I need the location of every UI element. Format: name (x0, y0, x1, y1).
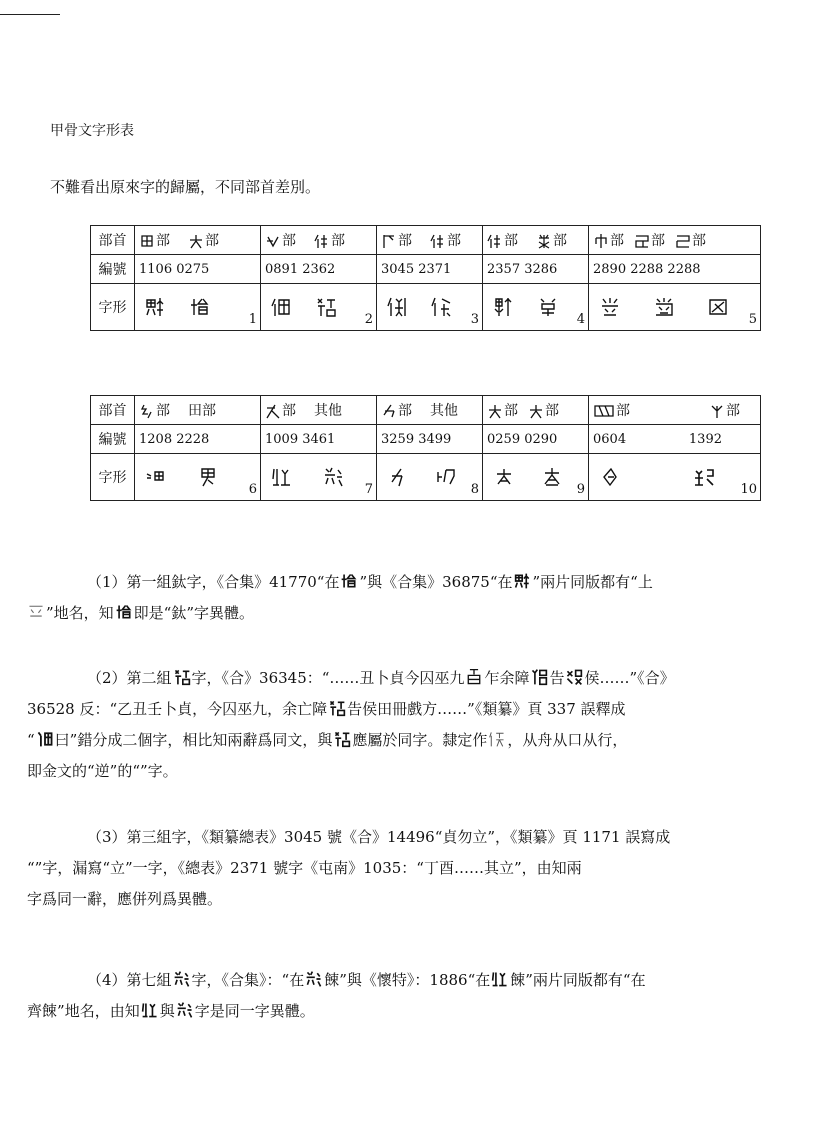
group-10-codes (589, 425, 761, 454)
group-5-radicals (589, 226, 761, 255)
person-glyph-icon (528, 403, 544, 419)
paragraph-4: （4）第七組 字，《合集》：“在 餗”與《懷特》：1886“在 餗”兩片同版都有“在 齊餗”地名，由知 與 字是同一字異體。 (27, 971, 646, 1020)
text: （4）第七組 (87, 971, 172, 989)
text: 乍余障 (484, 669, 530, 687)
group-9-radicals (483, 396, 589, 425)
row-label-radical: 部首 (91, 226, 135, 255)
text: ”的“ (109, 762, 141, 780)
code-b: 1392 (688, 431, 722, 447)
oracle-glyph-icon (173, 668, 191, 686)
group-6-glyphs (135, 454, 261, 501)
text: ”地名，由知 (57, 1002, 140, 1020)
text: 36528 反：“乙丑壬卜貞，今囚巫九 (27, 700, 268, 718)
number-row (91, 255, 761, 284)
oracle-glyph-icon (271, 466, 293, 488)
group-number: 7 (364, 482, 373, 497)
group-5-codes: 2890 2288 2288 (589, 255, 761, 284)
text: 即是“ (133, 604, 172, 622)
rope-glyph-icon (139, 403, 155, 419)
oracle-glyph-icon (493, 296, 515, 318)
glyph-row (91, 284, 761, 331)
group-2-glyphs (261, 284, 377, 331)
oracle-glyph-icon (189, 296, 211, 318)
group-number: 6 (248, 482, 257, 497)
paragraph-3 (27, 822, 802, 915)
oracle-glyph-icon (387, 466, 409, 488)
radical-label: 部 (651, 233, 665, 249)
radical-label: 田部 (188, 403, 216, 419)
oracle-glyph-icon (537, 296, 559, 318)
mouth-glyph-icon (265, 233, 281, 249)
oracle-glyph-icon (328, 699, 346, 717)
glyph-table-1 (90, 225, 761, 331)
grain-glyph-icon (536, 233, 552, 249)
oracle-glyph-icon (27, 603, 45, 621)
radical-row (91, 226, 761, 255)
person-glyph-icon (188, 233, 204, 249)
oracle-glyph-icon (115, 603, 133, 621)
text: 齊 (27, 1002, 43, 1020)
person-glyph-icon (487, 403, 503, 419)
radical-label: 部 (610, 233, 624, 249)
group-2-codes: 0891 2362 (261, 255, 377, 284)
group-1-radicals (135, 226, 261, 255)
code-a: 0604 (593, 431, 627, 447)
text: 字，《合》36345：“……丑卜貞今囚巫九 (191, 669, 465, 687)
radical-row (91, 396, 761, 425)
group-number: 10 (740, 482, 757, 497)
radical-label: 部 (156, 233, 170, 249)
oracle-glyph-icon (141, 1001, 159, 1019)
oracle-glyph-icon (176, 1001, 194, 1019)
radical-label: 部 (398, 233, 412, 249)
text: 告 (549, 669, 565, 687)
text: ，余亡障 (267, 700, 328, 718)
oracle-glyph-icon (145, 466, 167, 488)
oracle-glyph-icon (493, 466, 515, 488)
oracle-glyph-icon (340, 572, 358, 590)
radical-label: 部 (156, 403, 170, 419)
group-7-radicals (261, 396, 377, 425)
group-number: 8 (470, 482, 479, 497)
text: ，从舟从口从行， (507, 731, 628, 749)
text: 字，《合集》：“在 (191, 971, 305, 989)
enter-glyph-icon (265, 403, 281, 419)
net-glyph-icon (593, 403, 615, 419)
group-8-glyphs (377, 454, 483, 501)
oracle-glyph-icon (530, 668, 548, 686)
text: ”字異體。 (186, 604, 255, 622)
bone-glyph-icon (139, 233, 155, 249)
text: ”與《合集》36875“在 (359, 573, 513, 591)
text: “ (27, 731, 35, 749)
group-8-codes: 3259 3499 (377, 425, 483, 454)
text: 曰”錯分成二個字，相比知兩辭爲同文，與 (54, 731, 333, 749)
text: ”，由知兩 (513, 859, 582, 877)
group-10-radicals (589, 396, 761, 425)
oracle-glyph-icon (514, 572, 532, 590)
oracle-glyph-icon (707, 296, 729, 318)
walk-glyph-icon (487, 233, 503, 249)
group-number: 5 (748, 312, 757, 327)
oracle-glyph-icon (599, 466, 621, 488)
oracle-glyph-icon (491, 970, 509, 988)
glyph-row (91, 454, 761, 501)
group-3-codes: 3045 2371 (377, 255, 483, 284)
oracle-glyph-icon (333, 730, 351, 748)
text: 鈦 (171, 573, 187, 591)
group-7-glyphs (261, 454, 377, 501)
text: （3）第三組 (87, 828, 172, 846)
radical-label: 部 (545, 403, 559, 419)
group-2-radicals (261, 226, 377, 255)
oracle-glyph-icon (565, 668, 583, 686)
text: 字爲同一辭，應併列爲異體。 (27, 890, 223, 908)
oracle-glyph-icon (323, 466, 345, 488)
hand-glyph-icon (381, 403, 397, 419)
group-10-glyphs (589, 454, 761, 501)
text: （2）第二組 (87, 669, 172, 687)
group-number: 2 (364, 312, 373, 327)
text: ”地名，知 (46, 604, 114, 622)
radical-label: 部 (504, 233, 518, 249)
group-7-codes: 1009 3461 (261, 425, 377, 454)
text: ”與《懷特》：1886“在 (339, 971, 491, 989)
row-label-radical: 部首 (91, 396, 135, 425)
group-5-glyphs (589, 284, 761, 331)
radical-label: 部 (692, 233, 706, 249)
group-3-glyphs (377, 284, 483, 331)
page-header: 甲骨文字形表 (50, 123, 134, 139)
group-1-glyphs (135, 284, 261, 331)
row-label-number: 編號 (91, 425, 135, 454)
radical-label: 部 (616, 403, 630, 419)
oracle-glyph-icon (435, 466, 457, 488)
text: 字，《類纂總表》3045 號《合》14496“貞勿立 (171, 828, 488, 846)
group-4-glyphs (483, 284, 589, 331)
oracle-glyph-icon (541, 466, 563, 488)
group-8-radicals (377, 396, 483, 425)
radical-label: 部 (447, 233, 461, 249)
group-number: 4 (576, 312, 585, 327)
oracle-glyph-icon (173, 970, 191, 988)
radical-label: 部 (205, 233, 219, 249)
text: ”字。 (140, 762, 178, 780)
text: 應屬於同字。隸定作 (352, 731, 488, 749)
corner-rule (0, 14, 60, 15)
intro-text: 不難看出原來字的歸屬，不同部首差別。 (50, 178, 321, 196)
text: 侯……”《合》 (584, 669, 675, 687)
text: “ (27, 859, 35, 877)
oracle-glyph-icon (36, 730, 54, 748)
self-glyph-icon (675, 233, 691, 249)
paragraph-1 (46, 567, 802, 629)
group-6-codes: 1208 2228 (135, 425, 261, 454)
text: ”兩片同版都有“在 (525, 971, 646, 989)
oracle-glyph-icon (465, 668, 483, 686)
group-number: 9 (576, 482, 585, 497)
oracle-glyph-icon (431, 296, 453, 318)
group-1-codes: 1106 0275 (135, 255, 261, 284)
walk-glyph-icon (430, 233, 446, 249)
group-9-glyphs (483, 454, 589, 501)
text: ”，《類纂》頁 1171 誤寫成 (487, 828, 671, 846)
radical-label: 部 (398, 403, 412, 419)
number-row (91, 425, 761, 454)
cloth-glyph-icon (593, 233, 609, 249)
oracle-glyph-icon (197, 466, 219, 488)
row-label-number: 編號 (91, 255, 135, 284)
radical-label: 部 (504, 403, 518, 419)
text: 與 (159, 1002, 175, 1020)
text: 字，《合集》41770“在 (186, 573, 340, 591)
radical-label: 部 (331, 233, 345, 249)
roof-glyph-icon (381, 233, 397, 249)
group-number: 1 (248, 312, 257, 327)
text: （1）第一組 (87, 573, 172, 591)
paragraph-2 (27, 663, 802, 787)
group-4-codes: 2357 3286 (483, 255, 589, 284)
row-label-glyph: 字形 (91, 284, 135, 331)
oracle-glyph-icon (488, 730, 506, 748)
group-3-radicals (377, 226, 483, 255)
text: 字是同一字異體。 (194, 1002, 315, 1020)
oracle-glyph-icon (599, 296, 621, 318)
radical-label: 部 (726, 403, 740, 419)
walk-glyph-icon (314, 233, 330, 249)
group-number: 3 (470, 312, 479, 327)
oracle-glyph-icon (693, 466, 715, 488)
radical-label: 其他 (430, 403, 458, 419)
shield-glyph-icon (709, 403, 725, 419)
glyph-table-2 (90, 395, 761, 501)
oracle-glyph-icon (271, 296, 293, 318)
text: ”字，漏寫“立”一字，《總表》2371 號 (34, 859, 289, 877)
oracle-glyph-icon (387, 296, 409, 318)
group-6-radicals (135, 396, 261, 425)
text: 即金文的“逆 (27, 762, 110, 780)
oracle-glyph-icon (653, 296, 675, 318)
radical-label: 其他 (314, 403, 342, 419)
oracle-glyph-icon (305, 970, 323, 988)
group-9-codes: 0259 0290 (483, 425, 589, 454)
radical-label: 部 (553, 233, 567, 249)
oracle-glyph-icon (145, 296, 167, 318)
radical-label: 部 (282, 403, 296, 419)
text: 鈦 (171, 604, 187, 622)
text: 告侯田冊戲方……”《類纂》頁 337 誤釋成 (347, 700, 626, 718)
oracle-glyph-icon (315, 296, 337, 318)
text: ”兩片同版都有“上 (532, 573, 653, 591)
group-4-radicals (483, 226, 589, 255)
text: 字《屯南》1035：“丁酉……其立 (288, 859, 514, 877)
radical-label: 部 (282, 233, 296, 249)
self-glyph-icon (634, 233, 650, 249)
row-label-glyph: 字形 (91, 454, 135, 501)
